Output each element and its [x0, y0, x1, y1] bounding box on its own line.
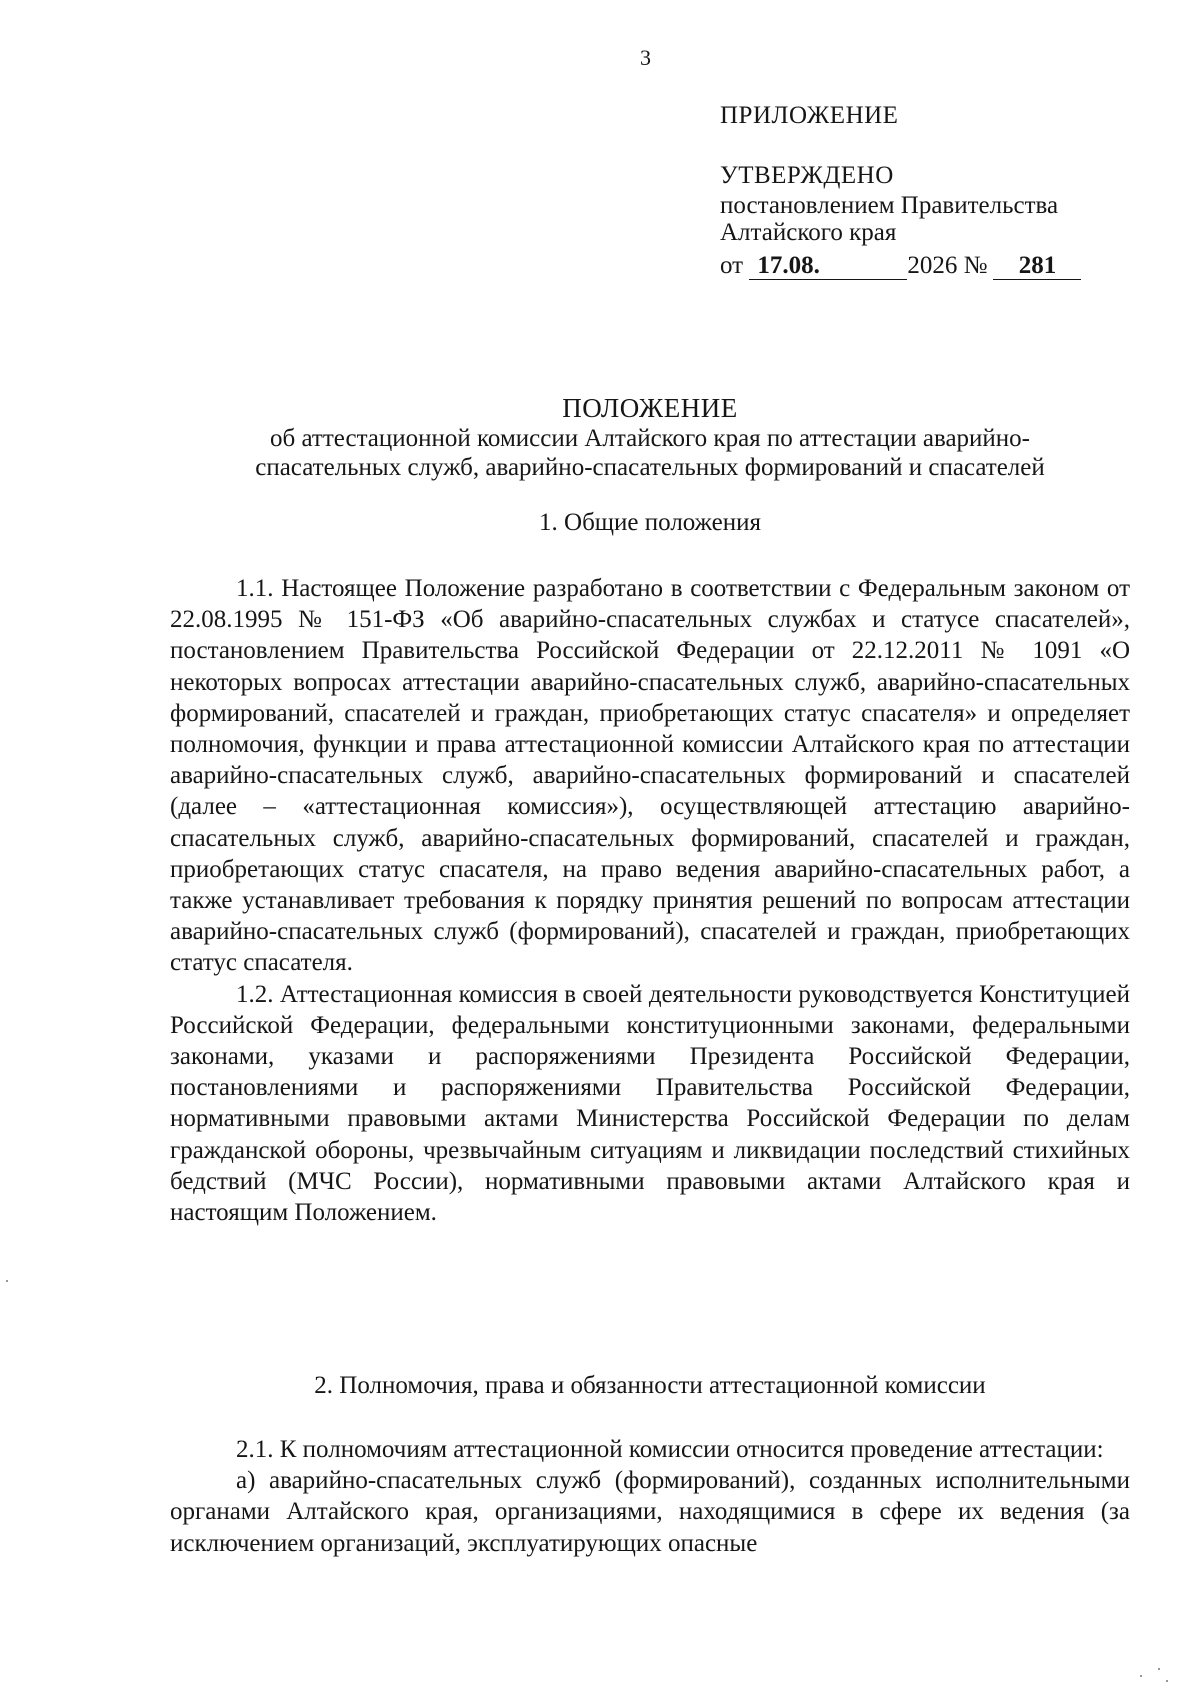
- issuer-line-1: постановлением Правительства: [720, 192, 1059, 219]
- paragraph-1-1: 1.1. Настоящее Положение разработано в соответствии с Федеральным законом от 22.08.1995 № 151-ФЗ «Об аварийно-спасательных службах и статусе спасателей», постановлением Правительства Российской Федерации от 22.12.2011 № 1091 «О некоторых вопросах аттестации аварийно-спасательных служб, аварийно-спасательных формирований, спасателей и граждан, приобретающих статус спасателя» и определяет полномочия, функции и права аттестационной комиссии Алтайского края по аттестации аварийно-спасательных служб, аварийно-спасательных формирований и спасателей (далее – «аттестационная комиссия»), осуществляющей аттестацию аварийно-спасательных служб, аварийно-спасательных формирований, спасателей и граждан, приобретающих статус спасателя, на право ведения аварийно-спасательных работ, а также устанавливает требования к порядку принятия решений по вопросам аттестации аварийно-спасательных служб (формирований), спасателей и граждан, приобретающих статус спасателя.: [170, 575, 1130, 977]
- document-subtitle-line-1: об аттестационной комиссии Алтайского края по аттестации аварийно-: [269, 425, 1031, 452]
- scan-speck: [1140, 1675, 1142, 1677]
- approval-number: 281: [993, 253, 1081, 280]
- date-prefix: от: [720, 252, 744, 279]
- scan-speck: [6, 1280, 8, 1282]
- scan-speck: [1166, 1680, 1168, 1682]
- issuer-line-2: Алтайского края: [720, 219, 897, 246]
- paragraph-2-1: 2.1. К полномочиям аттестационной комиссии относится проведение аттестации:: [236, 1436, 1104, 1463]
- paragraph-1-2: 1.2. Аттестационная комиссия в своей деятельности руководствуется Конституцией Российской Федерации, федеральными конституционными законами, федеральными законами, указами и распоряжениями Президента Российской Федерации, постановлениями и распоряжениями Правительства Российской Федерации, нормативными правовыми актами Министерства Российской Федерации по делам гражданской обороны, чрезвычайным ситуациям и ликвидации последствий стихийных бедствий (МЧС России), нормативными правовыми актами Алтайского края и настоящим Положением.: [170, 980, 1130, 1227]
- section-heading-2: 2. Полномочия, права и обязанности аттестационной комиссии: [314, 1372, 986, 1399]
- paragraph-2-1-a: а) аварийно-спасательных служб (формирований), созданных исполнительными органами Алтайского края, организациями, находящимися в сфере их ведения (за исключением организаций, эксплуатирующих опасные: [170, 1467, 1130, 1557]
- section-heading-1: 1. Общие положения: [539, 509, 761, 536]
- section-1-body: [170, 573, 1130, 1228]
- document-title-block: [170, 392, 1130, 482]
- approved-label: УТВЕРЖДЕНО: [720, 162, 894, 189]
- page-number: 3: [640, 45, 651, 70]
- document-subtitle-line-2: спасательных служб, аварийно-спасательных формирований и спасателей: [255, 454, 1045, 481]
- number-sign: №: [963, 252, 988, 279]
- approval-date: 17.08.: [749, 253, 907, 280]
- approval-stamp: [720, 100, 1140, 282]
- document-title: ПОЛОЖЕНИЕ: [562, 393, 738, 423]
- scan-speck: [1158, 1668, 1160, 1670]
- approval-year: 2026: [907, 252, 958, 279]
- section-2-body: [170, 1434, 1130, 1559]
- approval-date-line: [720, 250, 1140, 282]
- annex-label: ПРИЛОЖЕНИЕ: [720, 102, 899, 129]
